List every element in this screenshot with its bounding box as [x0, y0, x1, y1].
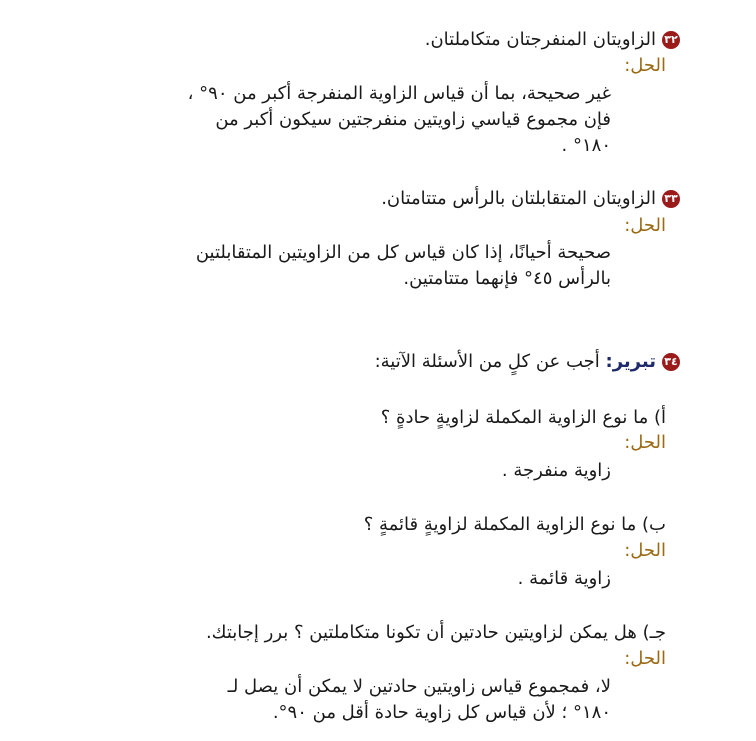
q32-answer-line-3: ١٨٠° . — [561, 135, 611, 156]
q32-question: الزاويتان المنفرجتان متكاملتان. — [424, 29, 656, 50]
q34-part-a-question: أ) ما نوع الزاوية المكملة لزاويةٍ حادةٍ ؟ — [380, 407, 666, 428]
q34-part-b-answer: زاوية قائمة . — [517, 568, 611, 589]
q34-part-b-question: ب) ما نوع الزاوية المكملة لزاويةٍ قائمةٍ ؟ — [363, 514, 666, 535]
q32-answer-line-2: فإن مجموع قياسي زاويتين منفرجتين سيكون أكبر من — [215, 109, 611, 130]
q32-number-badge: ٣٢ — [662, 31, 680, 49]
q34-part-c-question: جـ) هل يمكن لزاويتين حادتين أن تكونا متكاملتين ؟ برر إجابتك. — [205, 622, 666, 643]
q34-part-c-answer-line-2: ١٨٠° ؛ لأن قياس كل زاوية حادة أقل من ٩٠°. — [272, 702, 611, 723]
q34-part-b-solution-label: الحل: — [624, 540, 666, 561]
q34-number-badge: ٣٤ — [662, 353, 680, 371]
q34-prompt: أجب عن كلٍ من الأسئلة الآتية: — [374, 351, 600, 372]
q33-number-badge: ٣٣ — [662, 190, 680, 208]
q34-question-line — [0, 349, 756, 375]
q33-answer-line-1: صحيحة أحيانًا، إذا كان قياس كل من الزاويتين المتقابلتين — [195, 242, 611, 263]
q32-solution-label: الحل: — [624, 55, 666, 76]
q34-part-a-solution-label: الحل: — [624, 432, 666, 453]
q34-part-c-solution-label: الحل: — [624, 648, 666, 669]
q34-keyword: تبرير: — [605, 351, 656, 372]
q34-part-a-answer: زاوية منفرجة . — [501, 460, 611, 481]
q33-question-line — [0, 186, 756, 212]
q32-answer-line-1: غير صحيحة، بما أن قياس الزاوية المنفرجة أكبر من ٩٠° ، — [187, 83, 611, 104]
q33-answer-line-2: بالرأس ٤٥° فإنهما متتامتين. — [403, 268, 611, 289]
q32-question-line — [0, 27, 756, 53]
q33-question: الزاويتان المتقابلتان بالرأس متتامتان. — [381, 188, 656, 209]
q34-part-c-answer-line-1: لا، فمجموع قياس زاويتين حادتين لا يمكن أن يصل لـ — [227, 676, 611, 697]
q33-solution-label: الحل: — [624, 215, 666, 236]
